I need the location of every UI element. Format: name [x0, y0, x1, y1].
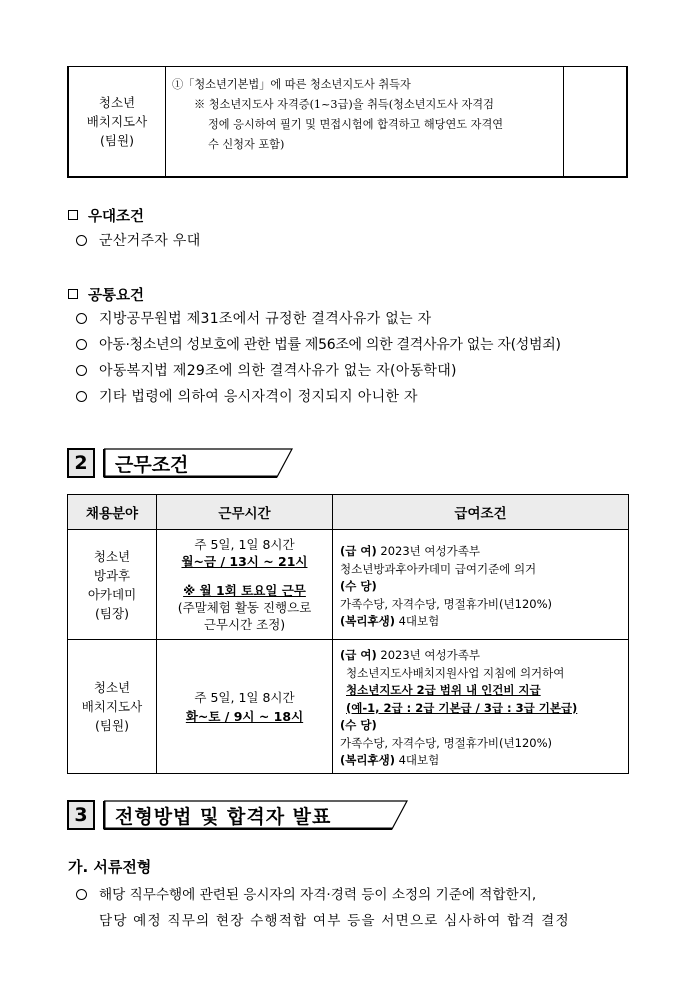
hours-line: (주말체험 활동 진행으로 — [177, 600, 312, 615]
header-cell: 급여조건 — [454, 506, 507, 522]
section-3-banner — [67, 800, 412, 832]
preferential-heading — [68, 205, 144, 226]
hours-line: 주 5일, 1일 8시간 — [194, 689, 295, 705]
pay-label: (복리후생) — [340, 753, 395, 767]
table-row-field — [68, 640, 156, 773]
pay-text: 가족수당, 자격수당, 명절휴가비(년120%) — [340, 735, 552, 750]
circle-bullet-icon — [76, 889, 87, 900]
pay-text: (예-1, 2급 : 2급 기본급 / 3급 : 3급 기본급) — [346, 700, 578, 715]
field-line: 아카데미 — [87, 586, 137, 602]
pay-label: (급 여) — [340, 544, 377, 558]
pay-label: (수 당) — [340, 579, 377, 593]
list-item-continuation: 담당 예정 직무의 현장 수행적합 여부 등을 서면으로 심사하여 합격 결정 — [99, 913, 570, 929]
field-line: 배치지도사 — [81, 699, 143, 714]
pay-text: 청소년지도사배치지원사업 지침에 의거하여 — [346, 665, 565, 680]
field-line: (팀장) — [95, 605, 129, 621]
qualification-table — [67, 66, 628, 178]
hours-line: 월~금 / 13시 ~ 21시 — [181, 554, 308, 569]
field-line: 청소년 — [93, 680, 131, 695]
section-title-text: 전형방법 및 합격자 발표 — [115, 805, 332, 828]
work-conditions-table — [67, 494, 629, 774]
table-row-pay — [340, 543, 625, 631]
qualification-note: 수 신청자 포함) — [208, 138, 285, 151]
section-title — [103, 800, 408, 830]
section-title-text: 근무조건 — [115, 453, 189, 476]
square-bullet-icon — [68, 289, 78, 299]
list-item — [76, 386, 418, 406]
role-line: (팀원) — [100, 133, 134, 148]
hours-line: 주 5일, 1일 8시간 — [194, 537, 295, 552]
circle-bullet-icon — [76, 339, 87, 350]
section-number: 2 — [67, 448, 95, 478]
pay-text: 2023년 여성가족부 — [376, 648, 480, 662]
header-cell: 채용분야 — [85, 506, 139, 522]
pay-label: (복리후생) — [340, 614, 395, 628]
circle-bullet-icon — [76, 365, 87, 376]
qualification-cell — [166, 67, 564, 176]
pay-label: (수 당) — [340, 718, 377, 732]
list-item-text: 군산거주자 우대 — [99, 233, 201, 249]
field-line: (팀원) — [95, 718, 129, 733]
pay-text: 4대보험 — [394, 614, 440, 628]
qualification-note: ※ 청소년지도사 자격증(1~3급)을 취득(청소년지도사 자격검 — [194, 98, 494, 111]
common-heading-text: 공통요건 — [88, 288, 145, 304]
hours-line: 근무시간 조정) — [203, 617, 286, 632]
table-row-field — [68, 530, 156, 639]
list-item-text: 아동·청소년의 성보호에 관한 법률 제56조에 의한 결격사유가 없는 자(성범죄) — [99, 337, 561, 353]
table-row-pay — [340, 647, 625, 770]
field-line: 청소년 — [93, 548, 131, 564]
list-item-text: 지방공무원법 제31조에서 규정한 결격사유가 없는 자 — [99, 311, 432, 327]
qualification-line: ①「청소년기본법」에 따른 청소년지도사 취득자 — [172, 78, 411, 91]
list-item-text: 해당 직무수행에 관련된 응시자의 자격·경력 등이 소정의 기준에 적합한지, — [99, 887, 537, 903]
list-item — [76, 230, 201, 250]
section-number: 3 — [67, 800, 95, 830]
list-item-text: 아동복지법 제29조에 의한 결격사유가 없는 자(아동학대) — [99, 363, 457, 379]
field-line: 방과후 — [93, 567, 131, 583]
hours-line: ※ 월 1회 토요일 근무 — [183, 583, 306, 598]
qualification-note: 정에 응시하여 필기 및 면접시험에 합격하고 해당연도 자격연 — [208, 118, 504, 131]
circle-bullet-icon — [76, 313, 87, 324]
list-item — [76, 360, 457, 380]
pay-text: 청소년방과후아카데미 급여기준에 의거 — [340, 561, 537, 576]
header-cell: 근무시간 — [218, 506, 271, 522]
square-bullet-icon — [68, 210, 78, 220]
table-row-hours — [157, 530, 332, 639]
pay-text: 4대보험 — [394, 753, 440, 767]
circle-bullet-icon — [76, 235, 87, 246]
circle-bullet-icon — [76, 391, 87, 402]
list-item — [76, 308, 431, 328]
section-2-banner — [67, 448, 297, 480]
document-review-heading: 가. 서류전형 — [68, 858, 152, 876]
pay-text: 가족수당, 자격수당, 명절휴가비(년120%) — [340, 596, 552, 611]
list-item — [76, 883, 536, 903]
pay-text: 2023년 여성가족부 — [376, 544, 480, 558]
preferential-heading-text: 우대조건 — [88, 209, 145, 225]
hours-line: 화~토 / 9시 ~ 18시 — [185, 708, 304, 724]
role-cell — [69, 67, 166, 176]
pay-label: (급 여) — [340, 648, 377, 662]
divider — [332, 495, 333, 773]
section-title — [103, 448, 293, 478]
list-item-text: 기타 법령에 의하여 응시자격이 정지되지 아니한 자 — [99, 389, 418, 405]
common-heading — [68, 284, 144, 305]
role-line: 배치지도사 — [86, 114, 148, 129]
role-line: 청소년 — [98, 95, 136, 110]
list-item — [76, 334, 561, 354]
table-row-hours — [157, 640, 332, 773]
pay-text: 청소년지도사 2급 범위 내 인건비 지급 — [346, 683, 541, 697]
